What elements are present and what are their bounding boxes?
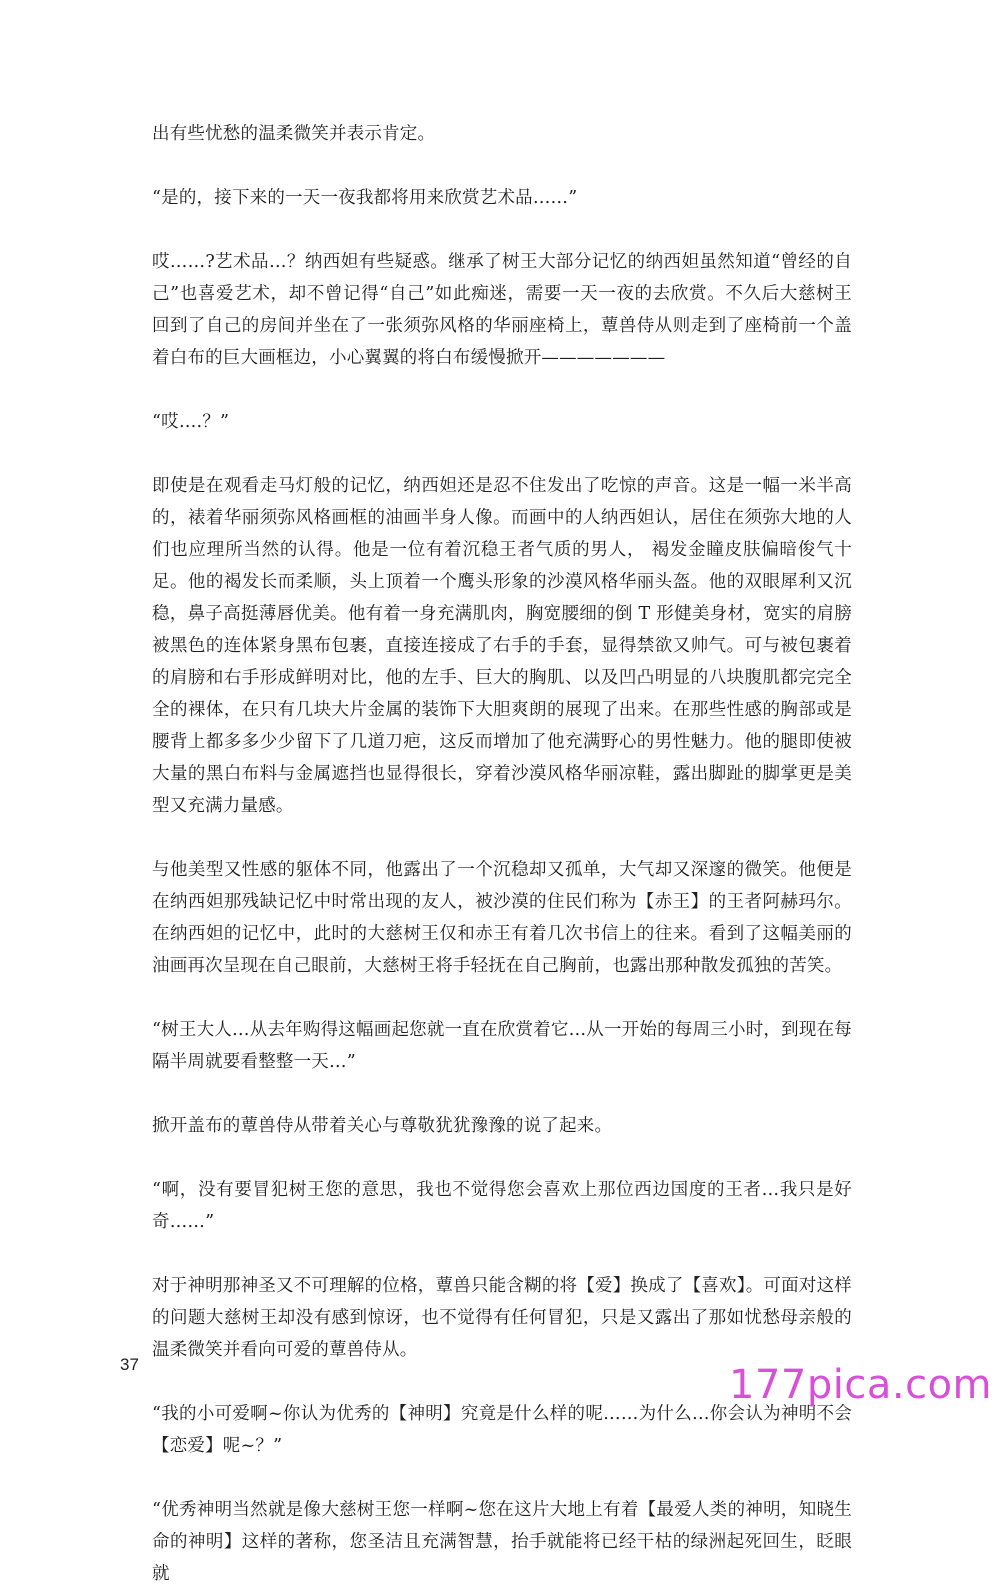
paragraph: “优秀神明当然就是像大慈树王您一样啊~您在这片大地上有着【最爱人类的神明，知晓生命的神明】这样的著称，您圣洁且充满智慧，抬手就能将已经干枯的绿洲起死回生，眨眼就 (152, 1500, 852, 1584)
paragraph: 哎……?艺术品…？纳西妲有些疑惑。继承了树王大部分记忆的纳西妲虽然知道“曾经的自己”也喜爱艺术，却不曾记得“自己”如此痴迷，需要一天一夜的去欣赏。不久后大慈树王回到了自己的房间并坐在了一张须弥风格的华丽座椅上，蕈兽侍从则走到了座椅前一个盖着白布的巨大画框边，小心翼翼的将白布缓慢掀开——————— (152, 252, 852, 368)
paragraph: “树王大人…从去年购得这幅画起您就一直在欣赏着它…从一开始的每周三小时，到现在每隔半周就要看整整一天…” (152, 1020, 852, 1072)
paragraph: 对于神明那神圣又不可理解的位格，蕈兽只能含糊的将【爱】换成了【喜欢】。可面对这样的问题大慈树王却没有感到惊讶，也不觉得有任何冒犯，只是又露出了那如忧愁母亲般的温柔微笑并看向可爱的蕈兽侍从。 (152, 1276, 852, 1360)
page-number: 37 (120, 1355, 139, 1374)
watermark: 177pica.com (729, 1362, 992, 1408)
paragraph: 与他美型又性感的躯体不同，他露出了一个沉稳却又孤单，大气却又深邃的微笑。他便是在纳西妲那残缺记忆中时常出现的友人，被沙漠的住民们称为【赤王】的王者阿赫玛尔。在纳西妲的记忆中，此时的大慈树王仅和赤王有着几次书信上的往来。看到了这幅美丽的油画再次呈现在自己眼前，大慈树王将手轻抚在自己胸前，也露出那种散发孤独的苦笑。 (152, 860, 852, 976)
paragraph: 出有些忧愁的温柔微笑并表示肯定。 (152, 124, 436, 144)
paragraph: “是的，接下来的一天一夜我都将用来欣赏艺术品……” (152, 188, 578, 208)
paragraph: 即使是在观看走马灯般的记忆，纳西妲还是忍不住发出了吃惊的声音。这是一幅一米半高的，裱着华丽须弥风格画框的油画半身人像。而画中的人纳西妲认，居住在须弥大地的人们也应理所当然的认得。他是一位有着沉稳王者气质的男人， 褐发金瞳皮肤偏暗俊气十足。他的褐发长而柔顺，头上顶着一个鹰头形象的沙漠风格华丽头盔。他的双眼犀利又沉稳，鼻子高挺薄唇优美。他有着一身充满肌肉，胸宽腰细的倒 T 形健美身材，宽实的肩膀被黑色的连体紧身黑布包裹，直接连接成了右手的手套，显得禁欲又帅气。可与被包裹着的肩膀和右手形成鲜明对比，他的左手、巨大的胸肌、以及凹凸明显的八块腹肌都完完全全的裸体，在只有几块大片金属的装饰下大胆爽朗的展现了出来。在那些性感的胸部或是腰背上都多多少少留下了几道刀疤，这反而增加了他充满野心的男性魅力。他的腿即使被大量的黑白布料与金属遮挡也显得很长，穿着沙漠风格华丽凉鞋，露出脚趾的脚掌更是美型又充满力量感。 (152, 476, 852, 816)
paragraph: “哎….？” (152, 412, 230, 432)
paragraph: “啊，没有要冒犯树王您的意思，我也不觉得您会喜欢上那位西边国度的王者…我只是好奇……” (152, 1180, 852, 1232)
paragraph: “我的小可爱啊~你认为优秀的【神明】究竟是什么样的呢……为什么…你会认为神明不会【恋爱】呢~？” (152, 1404, 852, 1456)
paragraph: 掀开盖布的蕈兽侍从带着关心与尊敬犹犹豫豫的说了起来。 (152, 1116, 613, 1136)
